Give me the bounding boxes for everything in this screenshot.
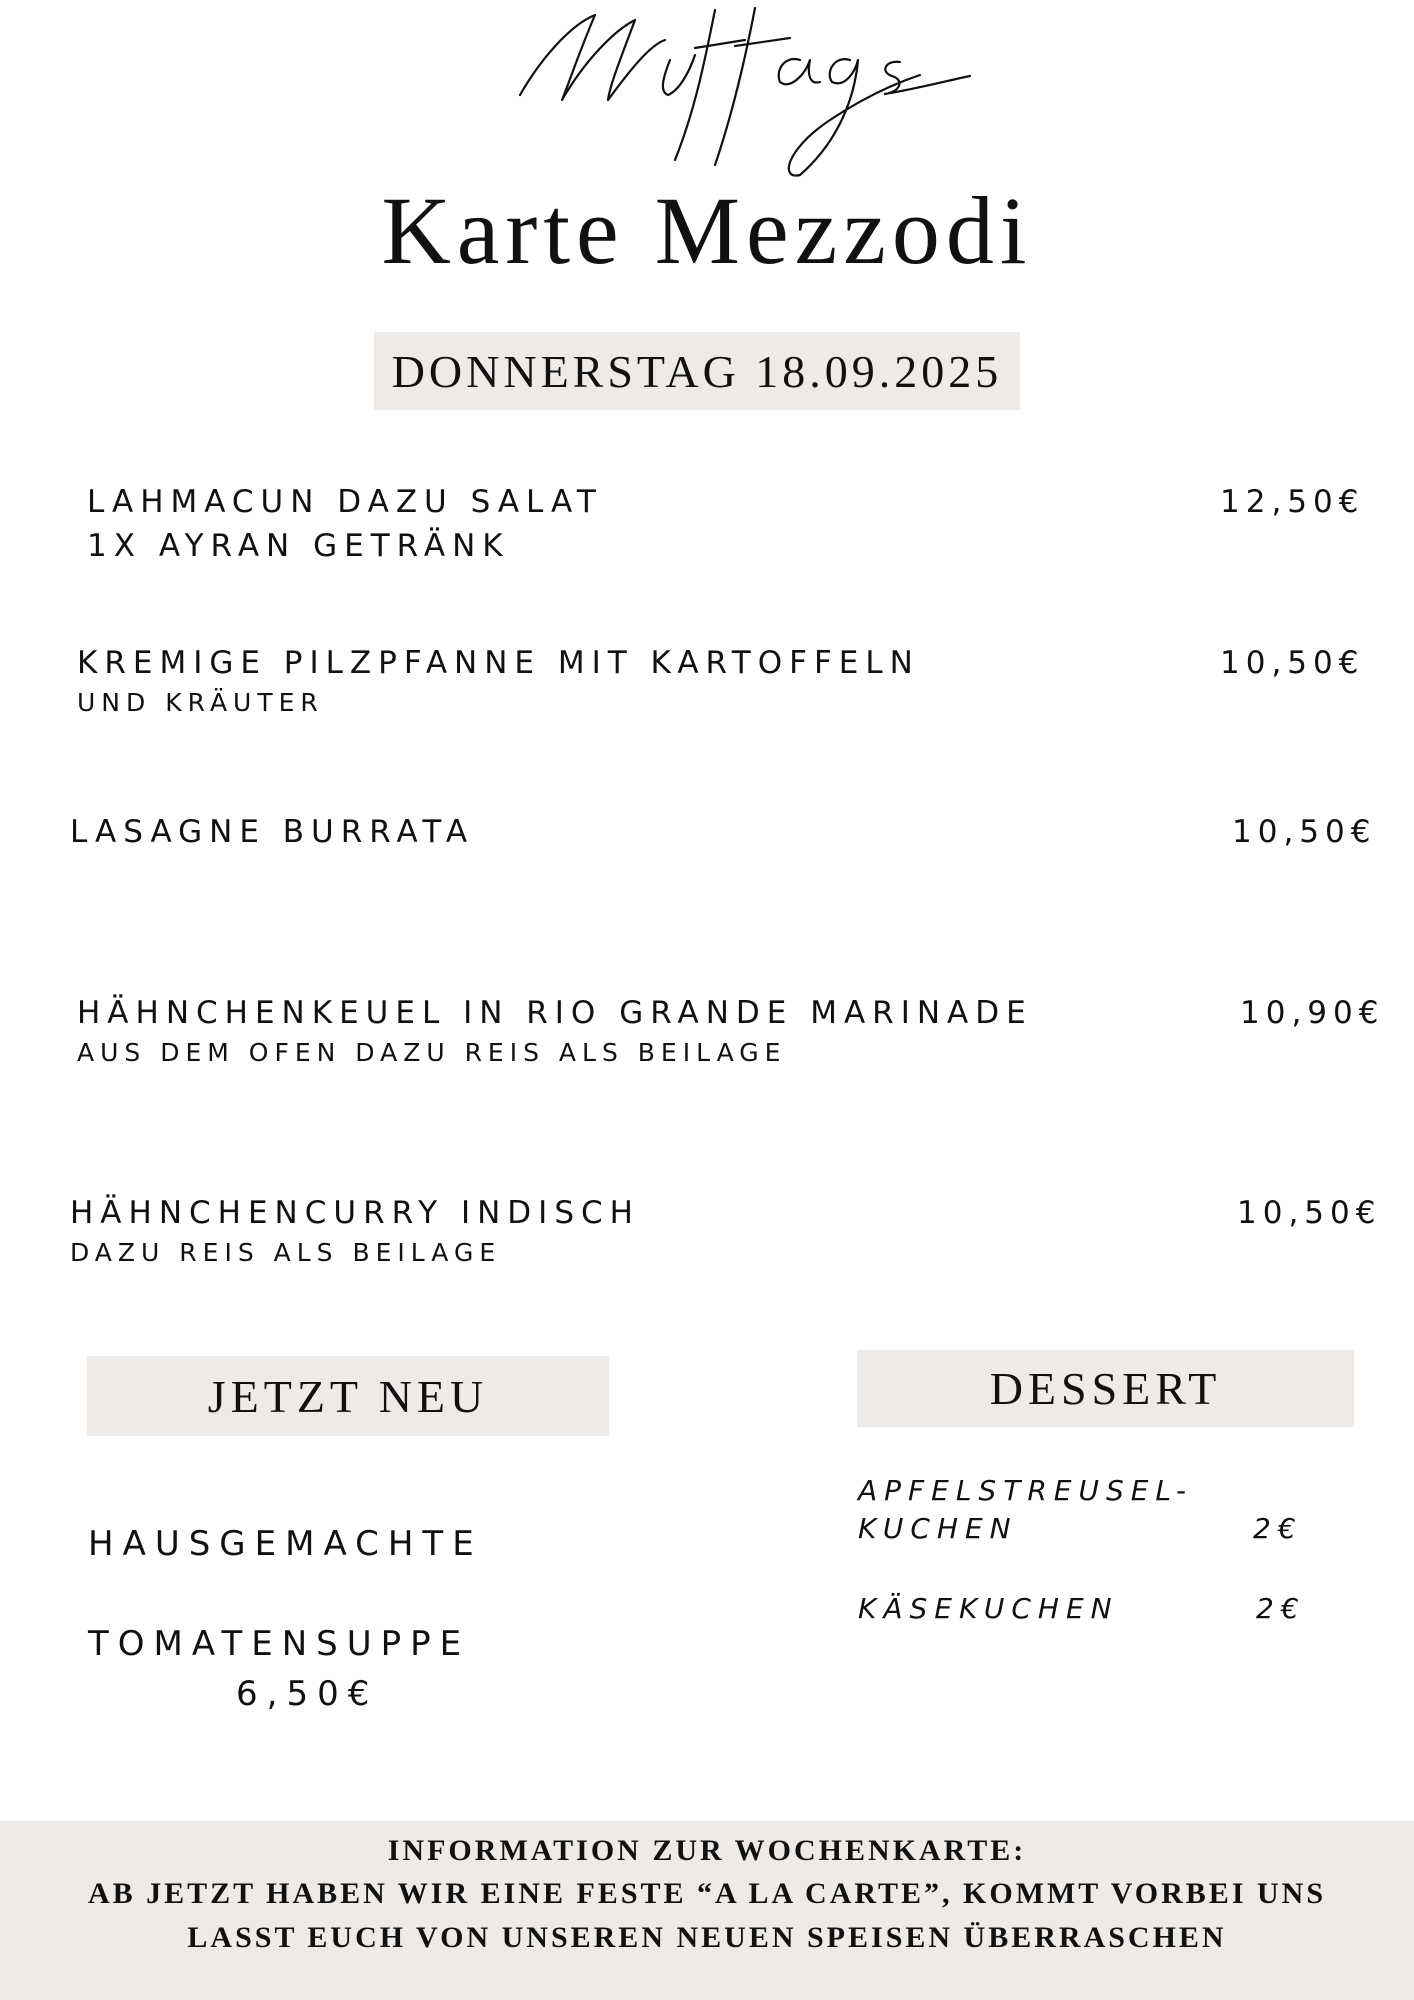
menu-item-subtitle: UND KRÄUTER — [77, 688, 324, 717]
menu-item-subtitle: AUS DEM OFEN DAZU REIS ALS BEILAGE — [77, 1038, 787, 1067]
menu-item — [77, 993, 1387, 1073]
dessert-item-name-cont: KUCHEN — [858, 1512, 1018, 1545]
new-item-line2: TOMATENSUPPE — [88, 1624, 471, 1664]
date-text: DONNERSTAG 18.09.2025 — [391, 345, 1003, 397]
menu-item — [87, 482, 1367, 572]
section-header-dessert — [857, 1350, 1354, 1427]
menu-item-title: HÄHNCHENCURRY INDISCH — [70, 1195, 640, 1231]
menu-item-price: 10,50€ — [1220, 645, 1365, 681]
menu-item-title: LAHMACUN DAZU SALAT — [87, 484, 603, 520]
page-title: Karte Mezzodi — [381, 177, 1033, 284]
dessert-item — [858, 1590, 1318, 1630]
section-label: DESSERT — [989, 1363, 1222, 1414]
dessert-item-price: 2€ — [1253, 1512, 1303, 1545]
menu-item-title: LASAGNE BURRATA — [70, 814, 475, 850]
menu-item — [77, 643, 1377, 723]
date-banner — [374, 332, 1020, 410]
info-heading: INFORMATION ZUR WOCHENKARTE: — [387, 1834, 1027, 1867]
dessert-item-price: 2€ — [1256, 1592, 1306, 1625]
section-header-new — [87, 1356, 609, 1436]
dessert-item — [858, 1472, 1318, 1552]
info-text-line: AB JETZT HABEN WIR EINE FESTE “A LA CARTE”, KOMMT VORBEI UNS — [87, 1877, 1327, 1910]
script-title-mittags — [500, 0, 980, 180]
menu-item — [70, 1193, 1380, 1273]
dessert-item-name: APFELSTREUSEL- — [858, 1474, 1193, 1507]
menu-item-price: 10,50€ — [1232, 814, 1377, 850]
info-footer — [0, 1821, 1414, 2000]
new-item-price: 6,50€ — [236, 1674, 379, 1714]
new-item-line1: HAUSGEMACHTE — [88, 1524, 483, 1564]
menu-item-title: HÄHNCHENKEUEL IN RIO GRANDE MARINADE — [77, 995, 1033, 1031]
menu-item-title: KREMIGE PILZPFANNE MIT KARTOFFELN — [77, 645, 920, 681]
menu-item-price: 10,50€ — [1237, 1195, 1382, 1231]
menu-item-subtitle: DAZU REIS ALS BEILAGE — [70, 1238, 502, 1267]
dessert-item-name: KÄSEKUCHEN — [858, 1592, 1119, 1625]
menu-item-price: 10,90€ — [1240, 995, 1385, 1031]
section-label: JETZT NEU — [207, 1370, 489, 1422]
menu-item — [70, 812, 1380, 862]
menu-item-price: 12,50€ — [1220, 484, 1365, 520]
menu-item-subtitle: 1X AYRAN GETRÄNK — [87, 528, 510, 564]
info-text-line: LASST EUCH VON UNSEREN NEUEN SPEISEN ÜBERRASCHEN — [187, 1921, 1227, 1954]
